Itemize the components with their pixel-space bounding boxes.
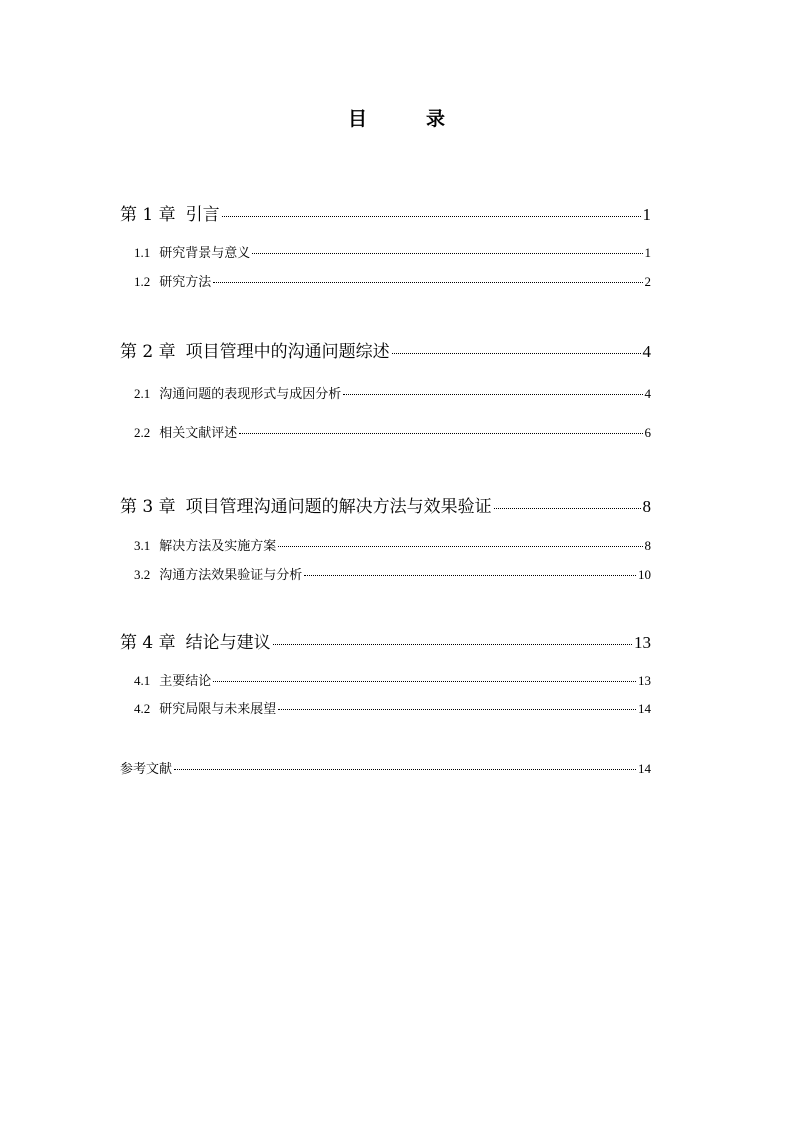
dot-leader	[222, 216, 641, 217]
toc-chapter-3[interactable]	[120, 492, 651, 517]
dot-leader	[213, 681, 636, 682]
toc-section-3-1[interactable]	[134, 535, 651, 554]
page-number: 10	[638, 567, 651, 582]
section-number: 4.1	[134, 673, 151, 688]
dot-leader	[304, 575, 636, 576]
chapter-title: 引言	[185, 205, 220, 225]
references-title: 参考文献	[120, 762, 173, 777]
section-number: 2.2	[134, 425, 151, 440]
chapter-number: 第 1 章	[120, 205, 176, 225]
section-number: 3.1	[134, 538, 151, 553]
dot-leader	[392, 353, 641, 354]
toc-section-1-2[interactable]	[134, 271, 651, 290]
toc-section-2-2[interactable]	[134, 422, 651, 441]
chapter-number: 第 4 章	[120, 633, 176, 653]
page-number: 13	[638, 673, 651, 688]
page-number: 2	[644, 274, 651, 289]
section-number: 1.1	[134, 245, 151, 260]
section-number: 2.1	[134, 386, 151, 401]
toc-section-4-2[interactable]	[134, 698, 651, 717]
toc-section-4-1[interactable]	[134, 670, 651, 689]
toc-section-1-1[interactable]	[134, 242, 651, 261]
section-title: 沟通方法效果验证与分析	[159, 568, 303, 583]
toc-chapter-4[interactable]	[120, 628, 651, 653]
section-title: 解决方法及实施方案	[159, 539, 277, 554]
page-number: 6	[644, 425, 651, 440]
chapter-title: 项目管理中的沟通问题综述	[185, 342, 390, 362]
section-title: 相关文献评述	[159, 426, 238, 441]
page-number: 4	[642, 342, 651, 361]
toc-section-3-2[interactable]	[134, 564, 651, 583]
chapter-number: 第 2 章	[120, 342, 176, 362]
toc-section-2-1[interactable]	[134, 383, 651, 402]
toc-references[interactable]	[120, 758, 651, 777]
page-number: 4	[644, 386, 651, 401]
page-number: 8	[642, 497, 651, 516]
section-title: 研究方法	[159, 275, 212, 290]
chapter-title: 项目管理沟通问题的解决方法与效果验证	[185, 497, 492, 517]
section-title: 研究局限与未来展望	[159, 702, 277, 717]
chapter-title: 结论与建议	[185, 633, 271, 653]
dot-leader	[213, 282, 642, 283]
dot-leader	[174, 769, 636, 770]
section-title: 沟通问题的表现形式与成因分析	[159, 387, 342, 402]
dot-leader	[273, 644, 632, 645]
dot-leader	[343, 394, 642, 395]
page-number: 8	[644, 538, 651, 553]
dot-leader	[494, 508, 641, 509]
page-number: 13	[634, 633, 651, 652]
toc-title: 目 录	[347, 108, 465, 130]
section-number: 4.2	[134, 701, 151, 716]
dot-leader	[278, 709, 636, 710]
dot-leader	[278, 546, 642, 547]
toc-chapter-1[interactable]	[120, 200, 651, 225]
page-number: 14	[638, 761, 651, 776]
page-number: 1	[642, 205, 651, 224]
section-number: 3.2	[134, 567, 151, 582]
section-title: 主要结论	[159, 674, 212, 689]
page-number: 14	[638, 701, 651, 716]
dot-leader	[252, 253, 642, 254]
chapter-number: 第 3 章	[120, 497, 176, 517]
section-number: 1.2	[134, 274, 151, 289]
dot-leader	[239, 433, 642, 434]
page-number: 1	[644, 245, 651, 260]
section-title: 研究背景与意义	[159, 246, 251, 261]
toc-chapter-2[interactable]	[120, 337, 651, 362]
